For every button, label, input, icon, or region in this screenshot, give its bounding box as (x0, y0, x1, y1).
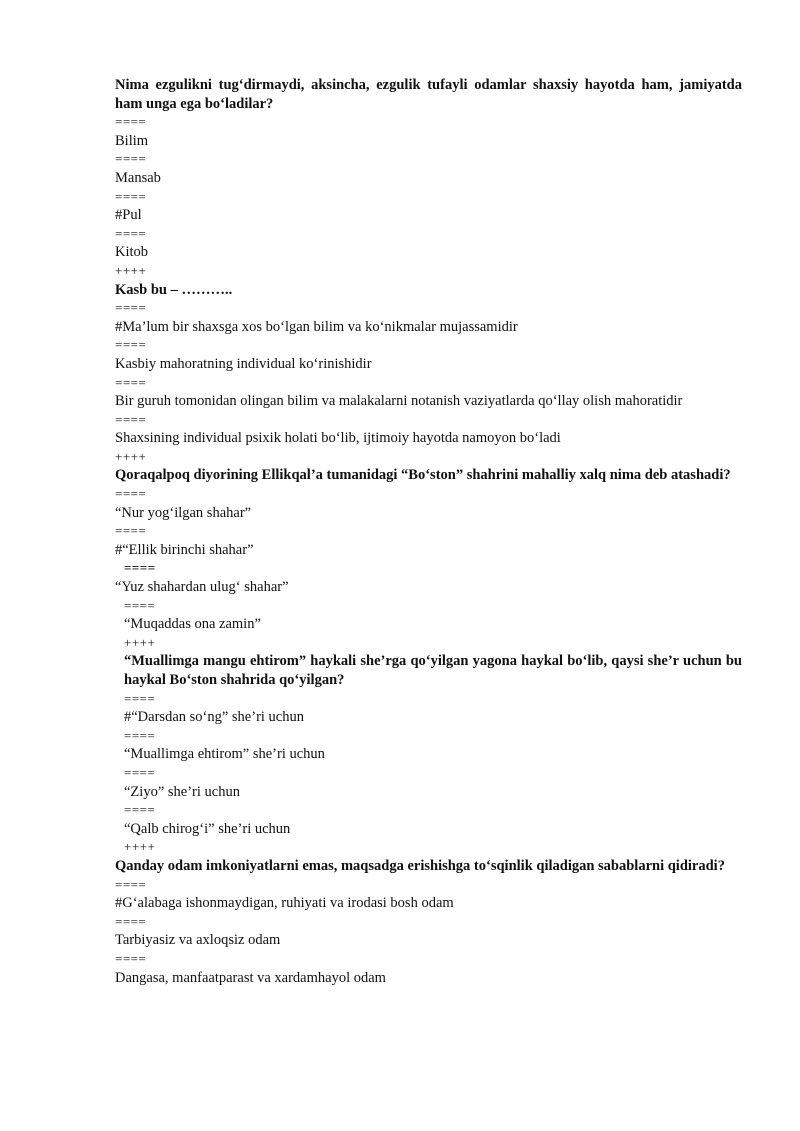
question-separator: ++++ (124, 634, 156, 650)
answer-option: “Muqaddas ona zamin” (124, 616, 261, 633)
answer-separator: ==== (115, 114, 147, 130)
answer-option: #Pul (115, 207, 142, 224)
answer-separator: ==== (115, 374, 147, 390)
answer-separator: ==== (124, 802, 156, 818)
answer-option: “Ziyo” she’ri uchun (124, 783, 240, 800)
answer-option: Mansab (115, 169, 161, 186)
question-text: “Muallimga mangu ehtirom” haykali she’rga qo‘yilgan yagona haykal bo‘lib, qaysi she’r uchun bu haykal Bo‘ston shahrida qo‘yilgan? (124, 653, 742, 688)
answer-option: “Qalb chirog‘i” she’ri uchun (124, 820, 291, 837)
answer-option: Kasbiy mahoratning individual ko‘rinishidir (115, 355, 372, 372)
answer-option: Dangasa, manfaatparast va xardamhayol odam (115, 969, 386, 986)
answer-separator: ==== (124, 727, 156, 743)
answer-option: Tarbiyasiz va axloqsiz odam (115, 932, 281, 949)
answer-option: #Ma’lum bir shaxsga xos bo‘lgan bilim va ko‘nikmalar mujassamidir (115, 318, 518, 335)
answer-separator: ==== (124, 597, 156, 613)
answer-option: #“Ellik birinchi shahar” (115, 541, 254, 558)
question-text: Qanday odam imkoniyatlarni emas, maqsadga erishishga to‘sqinlik qiladigan sabablarni qidiradi? (115, 857, 725, 874)
answer-separator: ==== (115, 411, 147, 427)
question-separator: ++++ (124, 839, 156, 855)
answer-separator: ==== (124, 560, 156, 576)
answer-separator: ==== (115, 188, 147, 204)
answer-option: “Muallimga ehtirom” she’ri uchun (124, 746, 325, 763)
answer-separator: ==== (124, 690, 156, 706)
answer-option: Kitob (115, 244, 149, 261)
answer-separator: ==== (115, 337, 147, 353)
answer-option: #“Darsdan so‘ng” she’ri uchun (124, 709, 304, 726)
answer-separator: ==== (115, 523, 147, 539)
answer-separator: ==== (115, 876, 147, 892)
answer-separator: ==== (115, 300, 147, 316)
answer-separator: ==== (115, 151, 147, 167)
answer-separator: ==== (115, 913, 147, 929)
answer-option: “Nur yog‘ilgan shahar” (115, 504, 252, 521)
question-text: Qoraqalpoq diyorining Ellikqal’a tumanidagi “Bo‘ston” shahrini mahalliy xalq nima deb atashadi? (115, 467, 731, 484)
question-separator: ++++ (115, 262, 147, 278)
answer-option: Bir guruh tomonidan olingan bilim va malakalarni notanish vaziyatlarda qo‘llay olish mahoratidir (115, 393, 683, 410)
answer-option: Shaxsining individual psixik holati bo‘lib, ijtimoiy hayotda namoyon bo‘ladi (115, 430, 561, 447)
answer-separator: ==== (115, 486, 147, 502)
question-text: Kasb bu – ……….. (115, 281, 233, 298)
question-separator: ++++ (115, 448, 147, 464)
indented-section (115, 597, 742, 857)
answer-option: #G‘alabaga ishonmaydigan, ruhiyati va irodasi bosh odam (115, 895, 454, 912)
answer-separator: ==== (124, 764, 156, 780)
answer-option: “Yuz shahardan ulug‘ shahar” (115, 579, 289, 596)
answer-separator: ==== (115, 225, 147, 241)
document-page (115, 76, 742, 987)
question-text: Nima ezgulikni tug‘dirmaydi, aksincha, ezgulik tufayli odamlar shaxsiy hayotda ham, jamiyatda ham unga ega bo‘ladilar? (115, 77, 742, 112)
answer-option: Bilim (115, 132, 149, 149)
answer-separator: ==== (115, 950, 147, 966)
